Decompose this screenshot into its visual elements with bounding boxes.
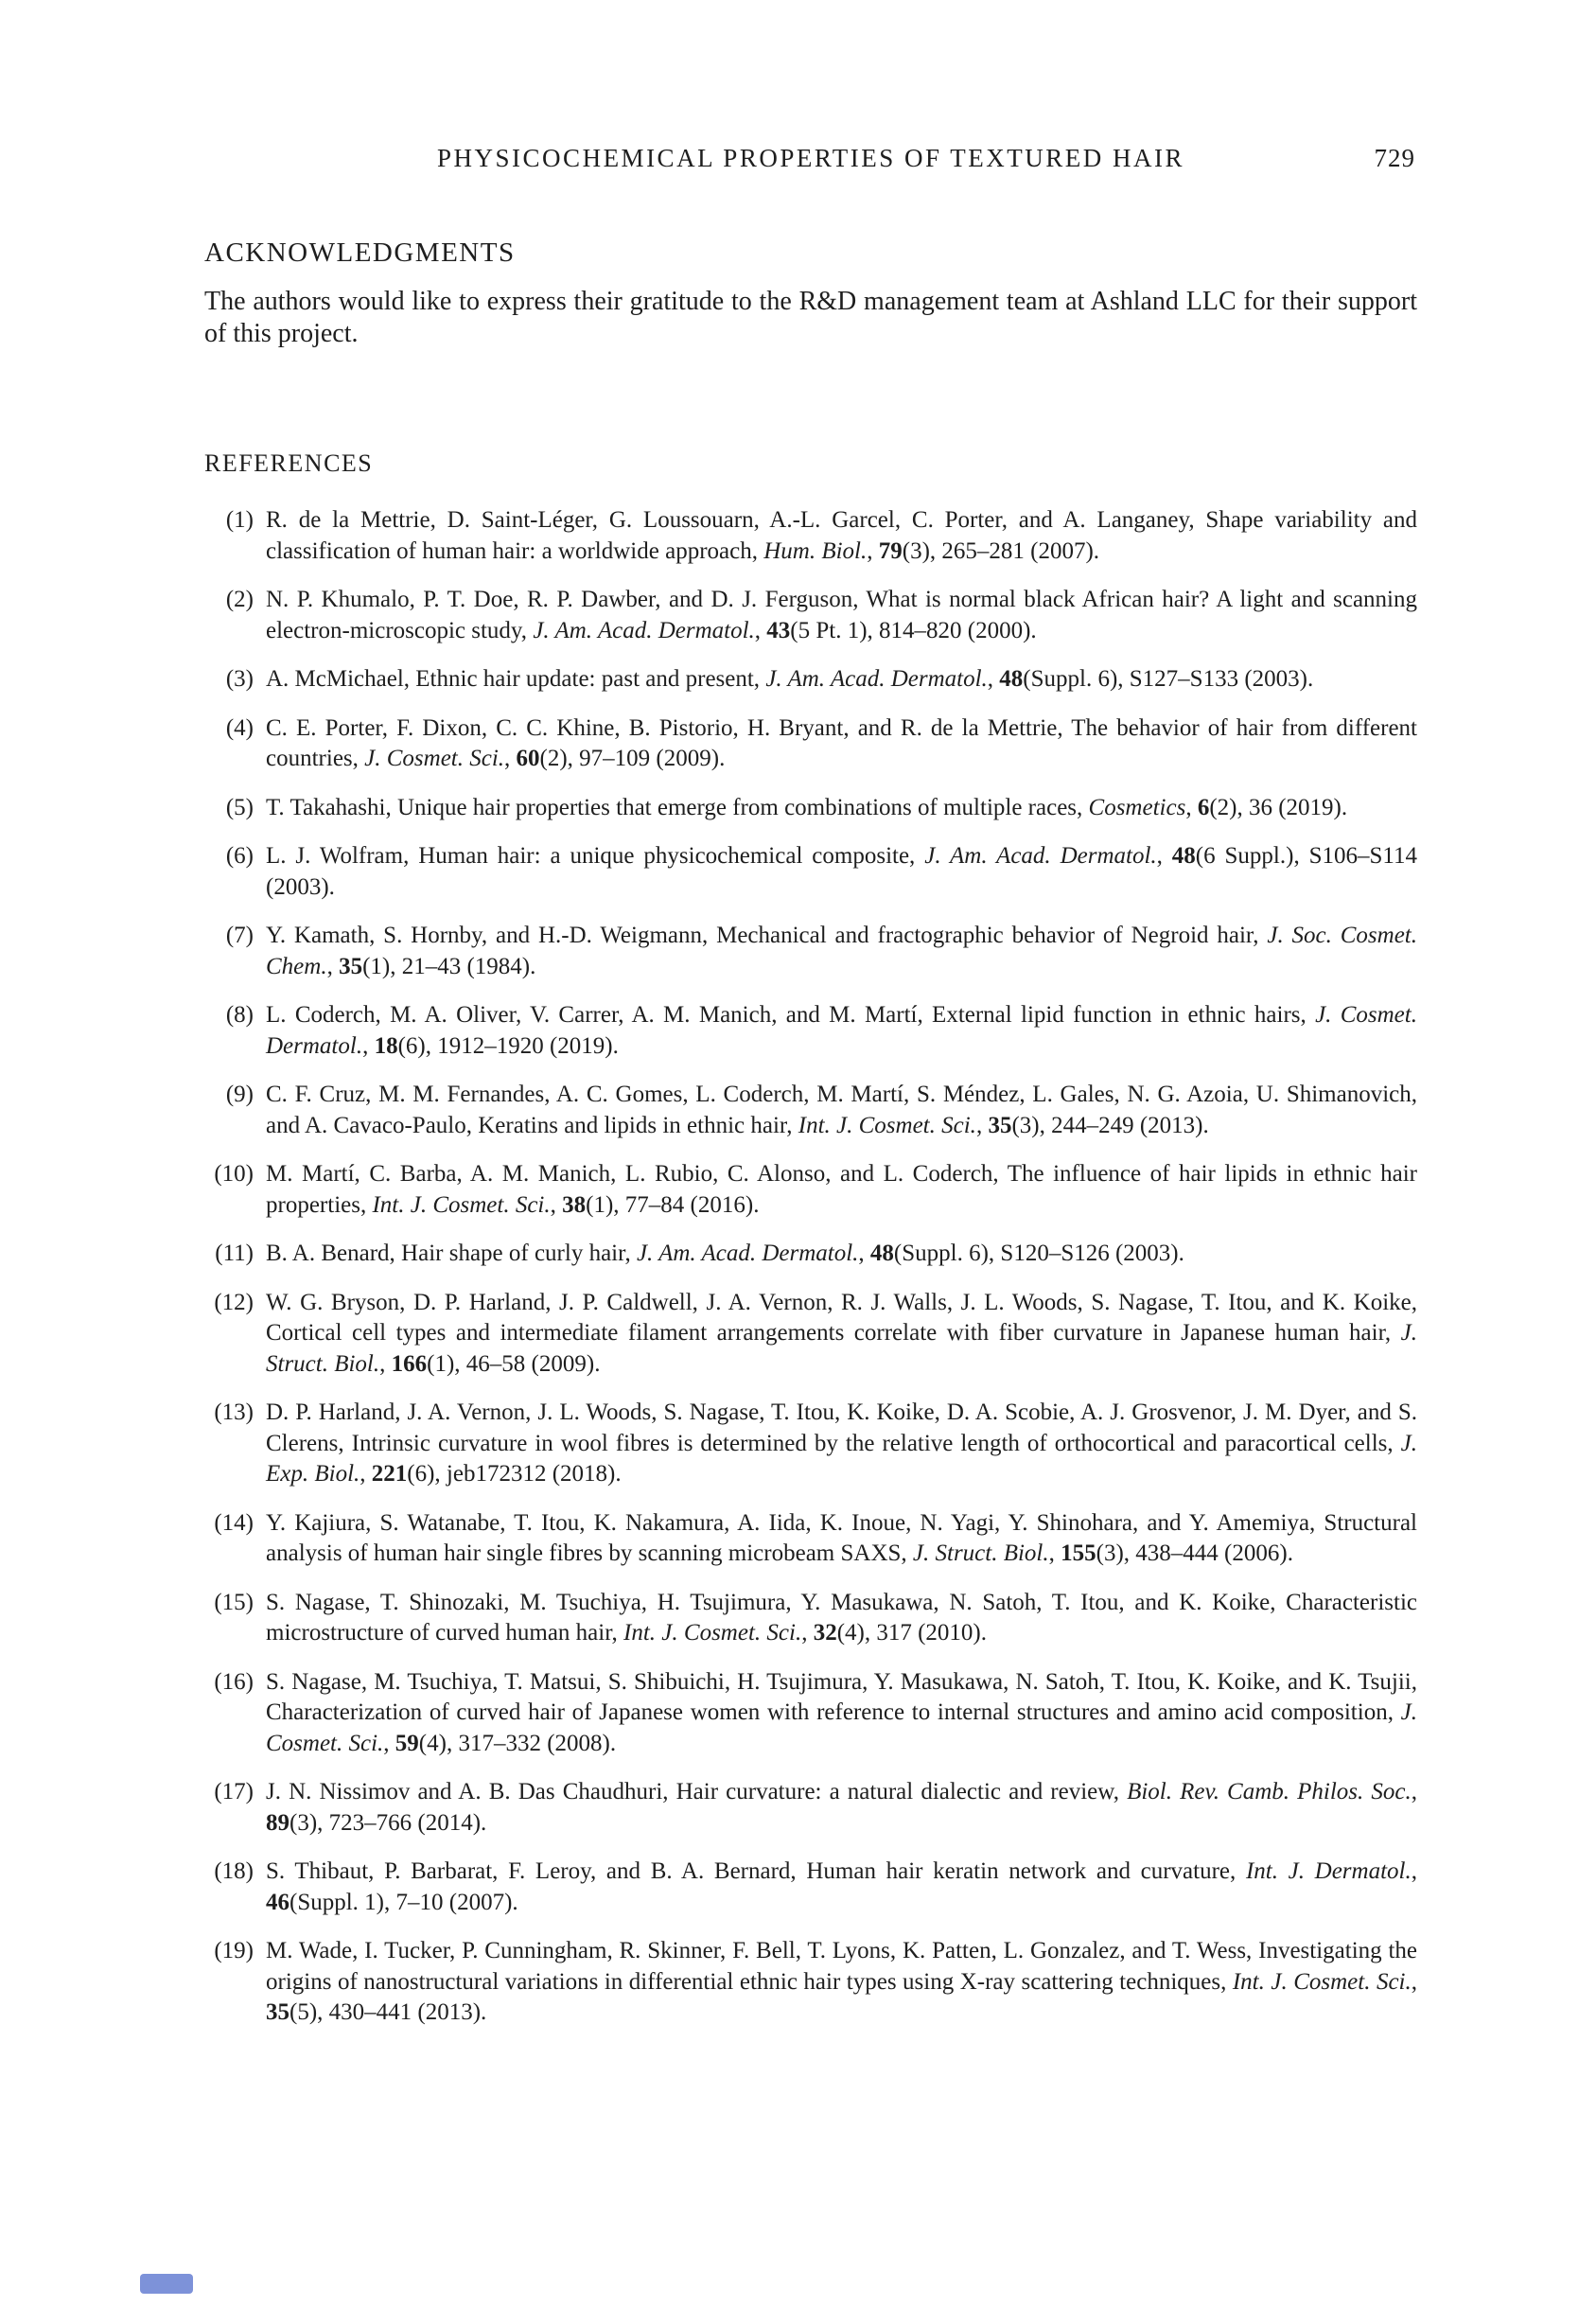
reference-text bbox=[266, 1239, 1417, 1270]
text-run: (5), 430–441 (2013). bbox=[289, 1999, 487, 2025]
text-run: S. Nagase, M. Tsuchiya, T. Matsui, S. Shibuichi, H. Tsujimura, Y. Masukawa, N. Satoh, T. Itou, K. Koike, and K. Tsujii, Characterization of curved hair of Japanese women with reference to internal structures and amino acid composition, bbox=[266, 1668, 1417, 1725]
acknowledgments-section bbox=[204, 235, 1417, 350]
text-run: J. Cosmet. Dermatol. bbox=[266, 1002, 1417, 1059]
text-run: Y. Kajiura, S. Watanabe, T. Itou, K. Nakamura, A. Iida, K. Inoue, N. Yagi, Y. Shinohara, and Y. Amemiya, Structural analysis of human hair single fibres by scanning microbeam SAXS, bbox=[266, 1509, 1417, 1566]
reference-number: (18) bbox=[214, 1858, 254, 1884]
reference-text bbox=[266, 1159, 1417, 1221]
text-run: (Suppl. 6), S120–S126 (2003). bbox=[893, 1241, 1184, 1266]
text-run: 35 bbox=[988, 1112, 1012, 1138]
reference-item bbox=[204, 1398, 1417, 1490]
reference-text bbox=[266, 1667, 1417, 1760]
reference-item bbox=[204, 1588, 1417, 1649]
text-run: J. Cosmet. Sci. bbox=[266, 1699, 1417, 1756]
reference-text bbox=[266, 1936, 1417, 2029]
reference-item bbox=[204, 1936, 1417, 2029]
text-run: W. G. Bryson, D. P. Harland, J. P. Caldwell, J. A. Vernon, R. J. Walls, J. L. Woods, S. Nagase, T. Itou, and K. Koike, Cortical cell types and intermediate filament arrangements correlate with fiber curvature in Japanese human hair, bbox=[266, 1289, 1417, 1346]
text-run: , bbox=[1185, 794, 1198, 820]
reference-item bbox=[204, 1159, 1417, 1221]
reference-number: (19) bbox=[214, 1938, 254, 1963]
page-number: 729 bbox=[1374, 144, 1415, 172]
text-run: (2), 36 (2019). bbox=[1209, 794, 1348, 820]
text-run: (3), 723–766 (2014). bbox=[289, 1809, 487, 1836]
reference-number: (4) bbox=[225, 714, 254, 741]
text-run: , bbox=[975, 1112, 989, 1138]
reference-item bbox=[204, 1508, 1417, 1570]
text-run: Cosmetics bbox=[1088, 794, 1186, 820]
corner-badge bbox=[140, 2274, 193, 2294]
text-run: 60 bbox=[516, 746, 540, 771]
acknowledgments-heading: ACKNOWLEDGMENTS bbox=[204, 238, 516, 268]
text-run: (1), 46–58 (2009). bbox=[427, 1350, 601, 1377]
text-run: 89 bbox=[266, 1809, 289, 1836]
reference-number: (12) bbox=[214, 1289, 254, 1315]
reference-number: (16) bbox=[214, 1668, 254, 1695]
text-run: S. Nagase, T. Shinozaki, M. Tsuchiya, H. Tsujimura, Y. Masukawa, N. Satoh, T. Itou, and K. Koike, Characteristic microstructure of curved human hair, bbox=[266, 1589, 1417, 1646]
reference-item bbox=[204, 1000, 1417, 1062]
text-run: (3), 244–249 (2013). bbox=[1011, 1112, 1209, 1138]
text-run: , bbox=[1411, 1968, 1417, 1995]
text-run: 48 bbox=[869, 1241, 894, 1266]
text-run: (6 Suppl.), S106–S114 (2003). bbox=[266, 843, 1417, 900]
text-run: 48 bbox=[1171, 843, 1196, 869]
text-run: , bbox=[504, 746, 517, 771]
text-run: , bbox=[360, 1461, 372, 1487]
text-run: J. Am. Acad. Dermatol. bbox=[533, 617, 755, 643]
text-run: , bbox=[858, 1241, 870, 1266]
reference-number: (14) bbox=[214, 1509, 254, 1536]
text-run: 35 bbox=[339, 953, 363, 979]
text-run: (1), 77–84 (2016). bbox=[586, 1191, 760, 1218]
reference-item bbox=[204, 1667, 1417, 1760]
text-run: , bbox=[754, 617, 767, 643]
reference-text bbox=[266, 841, 1417, 903]
text-run: (4), 317 (2010). bbox=[836, 1620, 988, 1646]
text-run: 6 bbox=[1197, 794, 1210, 820]
text-run: , bbox=[326, 953, 340, 979]
reference-number: (1) bbox=[225, 507, 254, 533]
text-run: , bbox=[379, 1350, 392, 1377]
text-run: Int. J. Cosmet. Sci. bbox=[798, 1112, 976, 1138]
text-run: J. Am. Acad. Dermatol. bbox=[636, 1241, 859, 1266]
reference-text bbox=[266, 1588, 1417, 1649]
reference-item bbox=[204, 585, 1417, 646]
running-head-title: PHYSICOCHEMICAL PROPERTIES OF TEXTURED HAIR bbox=[437, 144, 1184, 172]
text-run: R. de la Mettrie, D. Saint-Léger, G. Loussouarn, A.-L. Garcel, C. Porter, and A. Langaney, Shape variability and classification of human hair: a worldwide approach, bbox=[266, 507, 1417, 564]
reference-number: (6) bbox=[225, 843, 254, 869]
text-run: T. Takahashi, Unique hair properties that emerge from combinations of multiple races, bbox=[266, 794, 1089, 820]
text-run: , bbox=[867, 537, 879, 564]
reference-number: (10) bbox=[214, 1161, 254, 1187]
text-run: S. Thibaut, P. Barbarat, F. Leroy, and B. A. Bernard, Human hair keratin network and curvature, bbox=[266, 1858, 1246, 1884]
reference-item bbox=[204, 1777, 1417, 1839]
reference-item bbox=[204, 713, 1417, 775]
text-run: J. Am. Acad. Dermatol. bbox=[765, 666, 988, 692]
text-run: 79 bbox=[878, 537, 903, 564]
text-run: , bbox=[383, 1730, 395, 1756]
references-heading: REFERENCES bbox=[204, 449, 374, 477]
text-run: , bbox=[987, 666, 1000, 692]
reference-item bbox=[204, 1080, 1417, 1141]
text-run: Int. J. Cosmet. Sci. bbox=[1232, 1968, 1412, 1995]
reference-text bbox=[266, 585, 1417, 646]
text-run: (3), 438–444 (2006). bbox=[1096, 1540, 1293, 1566]
text-run: 38 bbox=[562, 1191, 587, 1218]
reference-number: (8) bbox=[225, 1002, 254, 1028]
text-run: 155 bbox=[1061, 1540, 1096, 1566]
text-run: , bbox=[801, 1620, 814, 1646]
text-run: 43 bbox=[766, 617, 791, 643]
text-run: J. Am. Acad. Dermatol. bbox=[924, 843, 1157, 869]
text-run: L. Coderch, M. A. Oliver, V. Carrer, A. M. Manich, and M. Martí, External lipid function in ethnic hairs, bbox=[266, 1002, 1316, 1028]
text-run: , bbox=[362, 1032, 375, 1059]
reference-item bbox=[204, 1239, 1417, 1270]
reference-text bbox=[266, 1508, 1417, 1570]
text-run: 32 bbox=[813, 1620, 837, 1646]
reference-item bbox=[204, 664, 1417, 695]
text-run: C. F. Cruz, M. M. Fernandes, A. C. Gomes, L. Coderch, M. Martí, S. Méndez, L. Gales, N. G. Azoia, U. Shimanovich, and A. Cavaco-Paulo, Keratins and lipids in ethnic hair, bbox=[266, 1082, 1417, 1138]
text-run: (4), 317–332 (2008). bbox=[418, 1730, 617, 1756]
reference-item bbox=[204, 793, 1417, 824]
text-run: Int. J. Cosmet. Sci. bbox=[623, 1620, 802, 1646]
text-run: 18 bbox=[374, 1032, 398, 1059]
text-run: Y. Kamath, S. Hornby, and H.-D. Weigmann, Mechanical and fractographic behavior of Negroid hair, bbox=[266, 923, 1268, 948]
text-run: , bbox=[1156, 843, 1172, 869]
text-run: Biol. Rev. Camb. Philos. Soc. bbox=[1127, 1779, 1412, 1804]
text-run: , bbox=[1411, 1779, 1417, 1804]
reference-text bbox=[266, 921, 1417, 982]
text-run: 59 bbox=[395, 1730, 419, 1756]
text-run: (1), 21–43 (1984). bbox=[362, 953, 536, 979]
text-run: D. P. Harland, J. A. Vernon, J. L. Woods, S. Nagase, T. Itou, K. Koike, D. A. Scobie, A. J. Grosvenor, J. M. Dyer, and S. Clerens, Intrinsic curvature in wool fibres is determined by the relative length of orthocortical and paracortical cells, bbox=[266, 1399, 1417, 1456]
text-run: 35 bbox=[266, 1999, 289, 2025]
text-run: 48 bbox=[999, 666, 1024, 692]
text-run: N. P. Khumalo, P. T. Doe, R. P. Dawber, and D. J. Ferguson, What is normal black African hair? A light and scanning electron-microscopic study, bbox=[266, 587, 1417, 643]
text-run: 46 bbox=[266, 1889, 289, 1915]
reference-text bbox=[266, 1777, 1417, 1839]
text-run: J. Soc. Cosmet. Chem. bbox=[266, 923, 1417, 979]
text-run: J. Struct. Biol. bbox=[912, 1540, 1049, 1566]
text-run: 166 bbox=[391, 1350, 428, 1377]
reference-text bbox=[266, 1288, 1417, 1381]
reference-item bbox=[204, 1288, 1417, 1381]
page-content bbox=[204, 140, 1417, 2047]
reference-text bbox=[266, 1857, 1417, 1918]
reference-item bbox=[204, 841, 1417, 903]
text-run: M. Wade, I. Tucker, P. Cunningham, R. Skinner, F. Bell, T. Lyons, K. Patten, L. Gonzalez, and T. Wess, Investigating the origins of nanostructural variations in differential ethnic hair types using X-ray scattering techniques, bbox=[266, 1938, 1417, 1995]
reference-text bbox=[266, 664, 1417, 695]
text-run: J. Cosmet. Sci. bbox=[364, 746, 505, 771]
reference-text bbox=[266, 793, 1417, 824]
reference-number: (2) bbox=[225, 587, 254, 612]
text-run: B. A. Benard, Hair shape of curly hair, bbox=[266, 1241, 637, 1266]
reference-item bbox=[204, 921, 1417, 982]
reference-text bbox=[266, 1398, 1417, 1490]
reference-item bbox=[204, 1857, 1417, 1918]
text-run: Int. J. Dermatol. bbox=[1245, 1858, 1412, 1884]
reference-text bbox=[266, 1000, 1417, 1062]
reference-number: (11) bbox=[215, 1241, 254, 1266]
text-run: C. E. Porter, F. Dixon, C. C. Khine, B. Pistorio, H. Bryant, and R. de la Mettrie, The behavior of hair from different countries, bbox=[266, 714, 1417, 771]
acknowledgments-body: The authors would like to express their gratitude to the R&D management team at Ashland LLC for their support of this project. bbox=[204, 287, 1417, 348]
text-run: J. Struct. Biol. bbox=[266, 1320, 1417, 1377]
text-run: A. McMichael, Ethnic hair update: past and present, bbox=[266, 666, 766, 692]
text-run: 221 bbox=[371, 1461, 408, 1487]
reference-text bbox=[266, 505, 1417, 567]
reference-item bbox=[204, 505, 1417, 567]
references-section bbox=[204, 447, 1417, 2029]
text-run: (Suppl. 6), S127–S133 (2003). bbox=[1023, 666, 1314, 692]
reference-text bbox=[266, 1080, 1417, 1141]
text-run: (5 Pt. 1), 814–820 (2000). bbox=[790, 617, 1037, 643]
text-run: , bbox=[550, 1191, 563, 1218]
text-run: L. J. Wolfram, Human hair: a unique physicochemical composite, bbox=[266, 843, 925, 869]
text-run: Int. J. Cosmet. Sci. bbox=[372, 1191, 551, 1218]
text-run: , bbox=[1411, 1858, 1417, 1884]
references-list bbox=[204, 505, 1417, 2029]
reference-number: (17) bbox=[214, 1779, 254, 1804]
text-run: J. N. Nissimov and A. B. Das Chaudhuri, Hair curvature: a natural dialectic and review, bbox=[266, 1779, 1128, 1804]
reference-number: (15) bbox=[214, 1589, 254, 1615]
text-run: (2), 97–109 (2009). bbox=[539, 746, 726, 771]
text-run: (Suppl. 1), 7–10 (2007). bbox=[289, 1889, 518, 1915]
text-run: , bbox=[1048, 1540, 1061, 1566]
reference-text bbox=[266, 713, 1417, 775]
text-run: (3), 265–281 (2007). bbox=[902, 537, 1100, 564]
text-run: M. Martí, C. Barba, A. M. Manich, L. Rubio, C. Alonso, and L. Coderch, The influence of hair lipids in ethnic hair properties, bbox=[266, 1161, 1417, 1218]
running-header bbox=[204, 140, 1417, 176]
text-run: Hum. Biol. bbox=[763, 537, 868, 564]
reference-number: (3) bbox=[225, 666, 254, 692]
reference-number: (5) bbox=[225, 794, 254, 820]
text-run: (6), jeb172312 (2018). bbox=[407, 1461, 622, 1487]
reference-number: (13) bbox=[214, 1399, 254, 1425]
text-run: J. Exp. Biol. bbox=[266, 1430, 1417, 1487]
reference-number: (9) bbox=[225, 1082, 254, 1107]
text-run: (6), 1912–1920 (2019). bbox=[397, 1032, 619, 1059]
reference-number: (7) bbox=[225, 923, 254, 948]
